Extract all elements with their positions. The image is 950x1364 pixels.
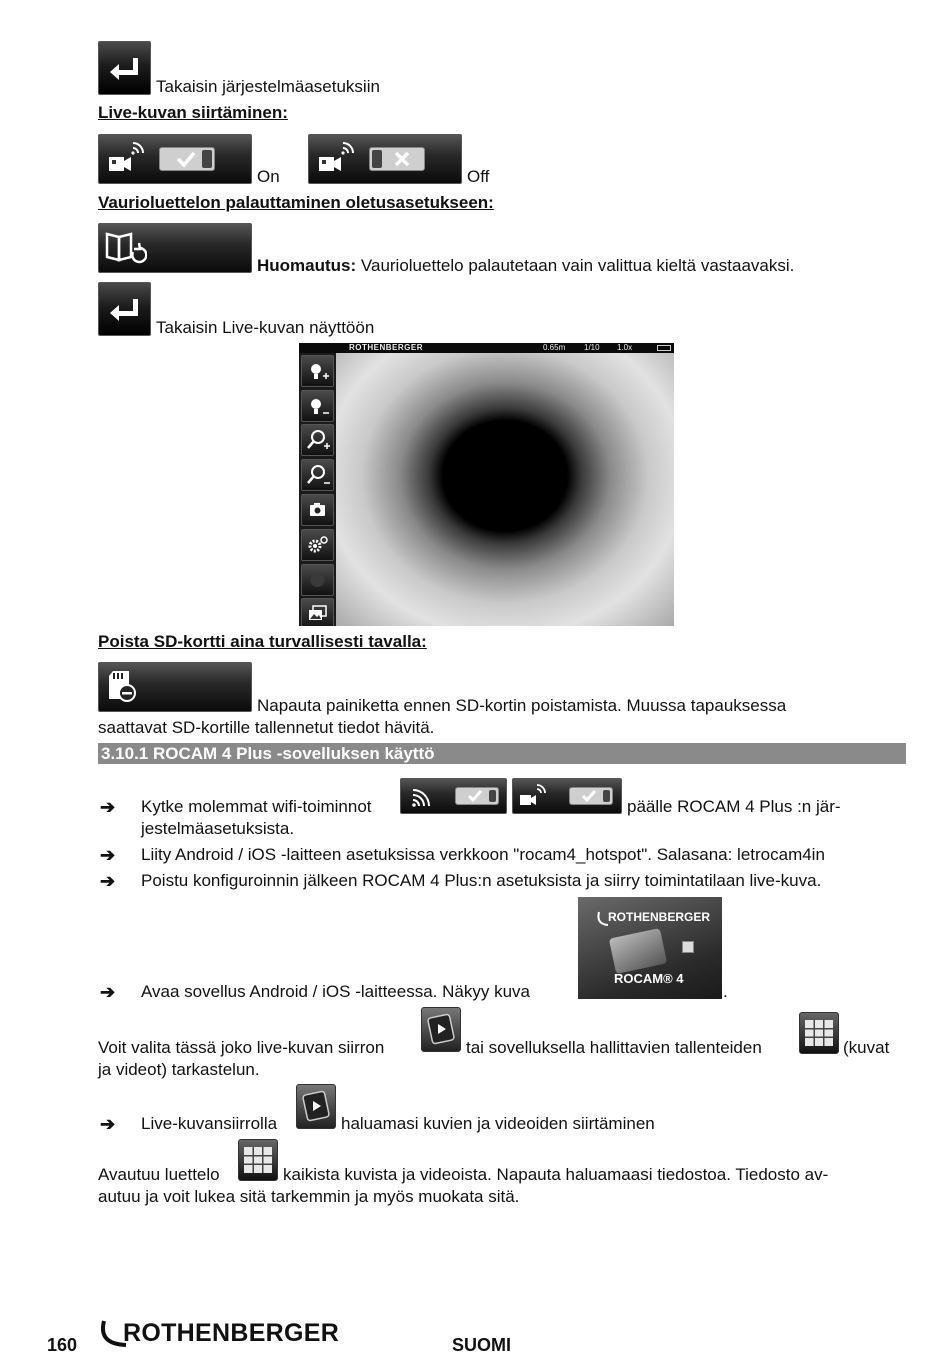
heading-live-transfer: Live-kuvan siirtäminen:: [98, 103, 288, 122]
settings-button[interactable]: [301, 529, 334, 561]
play-tablet-icon: [297, 1085, 335, 1128]
check-icon: [580, 789, 598, 803]
return-arrow-icon: [99, 283, 150, 335]
heading-sd: Poista SD-kortti aina turvallisesti tavalla:: [98, 632, 427, 651]
live-transfer-off-button[interactable]: [308, 134, 462, 184]
bullet1-text-c: jestelmäasetuksista.: [141, 819, 295, 838]
wifi-camera-icon: [517, 782, 551, 812]
arrow-bullet-icon: ➔: [100, 845, 116, 865]
wifi-camera-icon: [315, 139, 359, 179]
toggle-on[interactable]: [455, 787, 499, 805]
bullet1-text-a: Kytke molemmat wifi-toiminnot: [141, 797, 372, 816]
live-transfer-app-button[interactable]: [421, 1007, 461, 1052]
sd-eject-button[interactable]: [98, 662, 252, 712]
recordings-app-button[interactable]: [799, 1012, 839, 1054]
grid-icon: [244, 1147, 272, 1173]
back-button[interactable]: [98, 41, 151, 95]
sd-text-2: saattavat SD-kortille tallennetut tiedot hävitä.: [98, 718, 435, 737]
bulb-plus-icon: [302, 356, 333, 386]
zoom-out-button[interactable]: [301, 459, 334, 491]
para2-text-c: autuu ja voit lukea sitä tarkemmin ja myös muokata sitä.: [98, 1187, 520, 1206]
toggle-on[interactable]: [569, 787, 613, 805]
battery-icon: [657, 345, 671, 351]
arrow-bullet-icon: ➔: [100, 982, 116, 1002]
live-transfer-on-button[interactable]: [98, 134, 252, 184]
wifi-function-1-button[interactable]: [400, 778, 507, 814]
heading-reset-damage: Vaurioluettelon palauttaminen oletusasetukseen:: [98, 193, 494, 212]
camera-status-bar: [299, 343, 674, 353]
snapshot-button[interactable]: [301, 494, 334, 526]
recordings-app-button[interactable]: [238, 1139, 278, 1181]
brightness-down-button[interactable]: [301, 390, 334, 422]
toggle-off[interactable]: [369, 147, 425, 171]
para1-text-b: tai sovelluksella hallittavien tallenteiden: [466, 1038, 762, 1057]
bullet5-text-a: Live-kuvansiirrolla: [141, 1114, 278, 1133]
wifi-icon: [407, 782, 437, 812]
para2-text-a: Avautuu luettelo: [98, 1165, 220, 1184]
camera-side-toolbar: [299, 353, 336, 626]
toggle-on[interactable]: [159, 147, 215, 171]
zoom-in-icon: [302, 425, 333, 455]
para2-text-b: kaikista kuvista ja videoista. Napauta haluamaasi tiedostoa. Tiedosto av-: [283, 1165, 829, 1184]
brightness-up-button[interactable]: [301, 355, 334, 387]
camera-icon: [302, 495, 333, 525]
camera-zoom: 1.0x: [617, 343, 633, 352]
wifi-camera-icon: [105, 139, 149, 179]
check-icon: [174, 150, 198, 168]
record-button[interactable]: [301, 564, 334, 596]
bulb-minus-icon: [302, 391, 333, 421]
bullet1-text-b: päälle ROCAM 4 Plus :n jär-: [627, 797, 841, 816]
camera-counter: 1/10: [584, 343, 600, 352]
section-heading: 3.10.1 ROCAM 4 Plus -sovelluksen käyttö: [98, 743, 906, 764]
back-settings-text: Takaisin järjestelmäasetuksiin: [156, 77, 380, 96]
play-tablet-icon: [422, 1008, 460, 1051]
splash-product: ROCAM® 4: [614, 971, 684, 986]
splash-brand: ROTHENBERGER: [608, 910, 711, 924]
camera-live-view-screenshot: [299, 343, 674, 626]
bullet4-text: Avaa sovellus Android / iOS -laitteessa. Näkyy kuva: [141, 982, 530, 1001]
return-arrow-icon: [99, 42, 150, 94]
arrow-bullet-icon: ➔: [100, 797, 116, 817]
zoom-out-icon: [302, 460, 333, 490]
back-live-text: Takaisin Live-kuvan näyttöön: [156, 318, 375, 337]
zoom-in-button[interactable]: [301, 424, 334, 456]
pipe-camera-image: [336, 353, 674, 626]
para1-text-c: (kuvat: [843, 1038, 890, 1057]
live-transfer-app-button[interactable]: [296, 1084, 336, 1129]
label-off: Off: [467, 167, 490, 186]
check-icon: [466, 789, 484, 803]
note-line: [257, 256, 794, 276]
gear-icon: [302, 530, 333, 560]
back-to-live-button[interactable]: [98, 282, 151, 336]
x-icon: [392, 150, 412, 168]
note-label: Huomautus:: [257, 256, 357, 275]
sd-text-1: Napauta painiketta ennen SD-kortin poistamista. Muussa tapauksessa: [257, 696, 787, 715]
record-icon: [302, 565, 333, 595]
device-illustration: [609, 928, 667, 974]
sd-card-eject-icon: [105, 667, 149, 707]
bullet5-text-b: haluamasi kuvien ja videoiden siirtäminen: [341, 1114, 655, 1133]
arrow-bullet-icon: ➔: [100, 1114, 116, 1134]
label-on: On: [257, 167, 280, 186]
para1-text-a: Voit valita tässä joko live-kuvan siirron: [98, 1038, 385, 1057]
note-text: Vaurioluettelo palautetaan vain valittua kieltä vastaavaksi.: [360, 256, 795, 275]
page-number: 160: [47, 1335, 78, 1355]
camera-distance: 0.65m: [543, 343, 566, 352]
book-refresh-icon: [103, 228, 147, 268]
reset-damage-list-button[interactable]: [98, 223, 252, 273]
wifi-function-2-button[interactable]: [512, 778, 622, 814]
app-splash-screen: [578, 897, 722, 999]
grid-icon: [805, 1020, 833, 1046]
para1-text-d: ja videot) tarkastelun.: [98, 1060, 260, 1079]
gallery-icon: [302, 599, 333, 626]
bullet3-text: Poistu konfiguroinnin jälkeen ROCAM 4 Plus:n asetuksista ja siirry toimintatilaan live-kuva.: [141, 871, 822, 890]
grid-icon: [682, 941, 694, 953]
bullet2-text: Liity Android / iOS -laitteen asetuksissa verkkoon "rocam4_hotspot". Salasana: letrocam4in: [141, 845, 825, 864]
footer-brand-logo: ROTHENBERGER: [123, 1319, 340, 1347]
footer-language: SUOMI: [452, 1335, 512, 1355]
gallery-button[interactable]: [301, 598, 334, 626]
bullet4-end: .: [723, 982, 728, 1001]
camera-brand: ROTHENBERGER: [349, 343, 424, 352]
arrow-bullet-icon: ➔: [100, 871, 116, 891]
